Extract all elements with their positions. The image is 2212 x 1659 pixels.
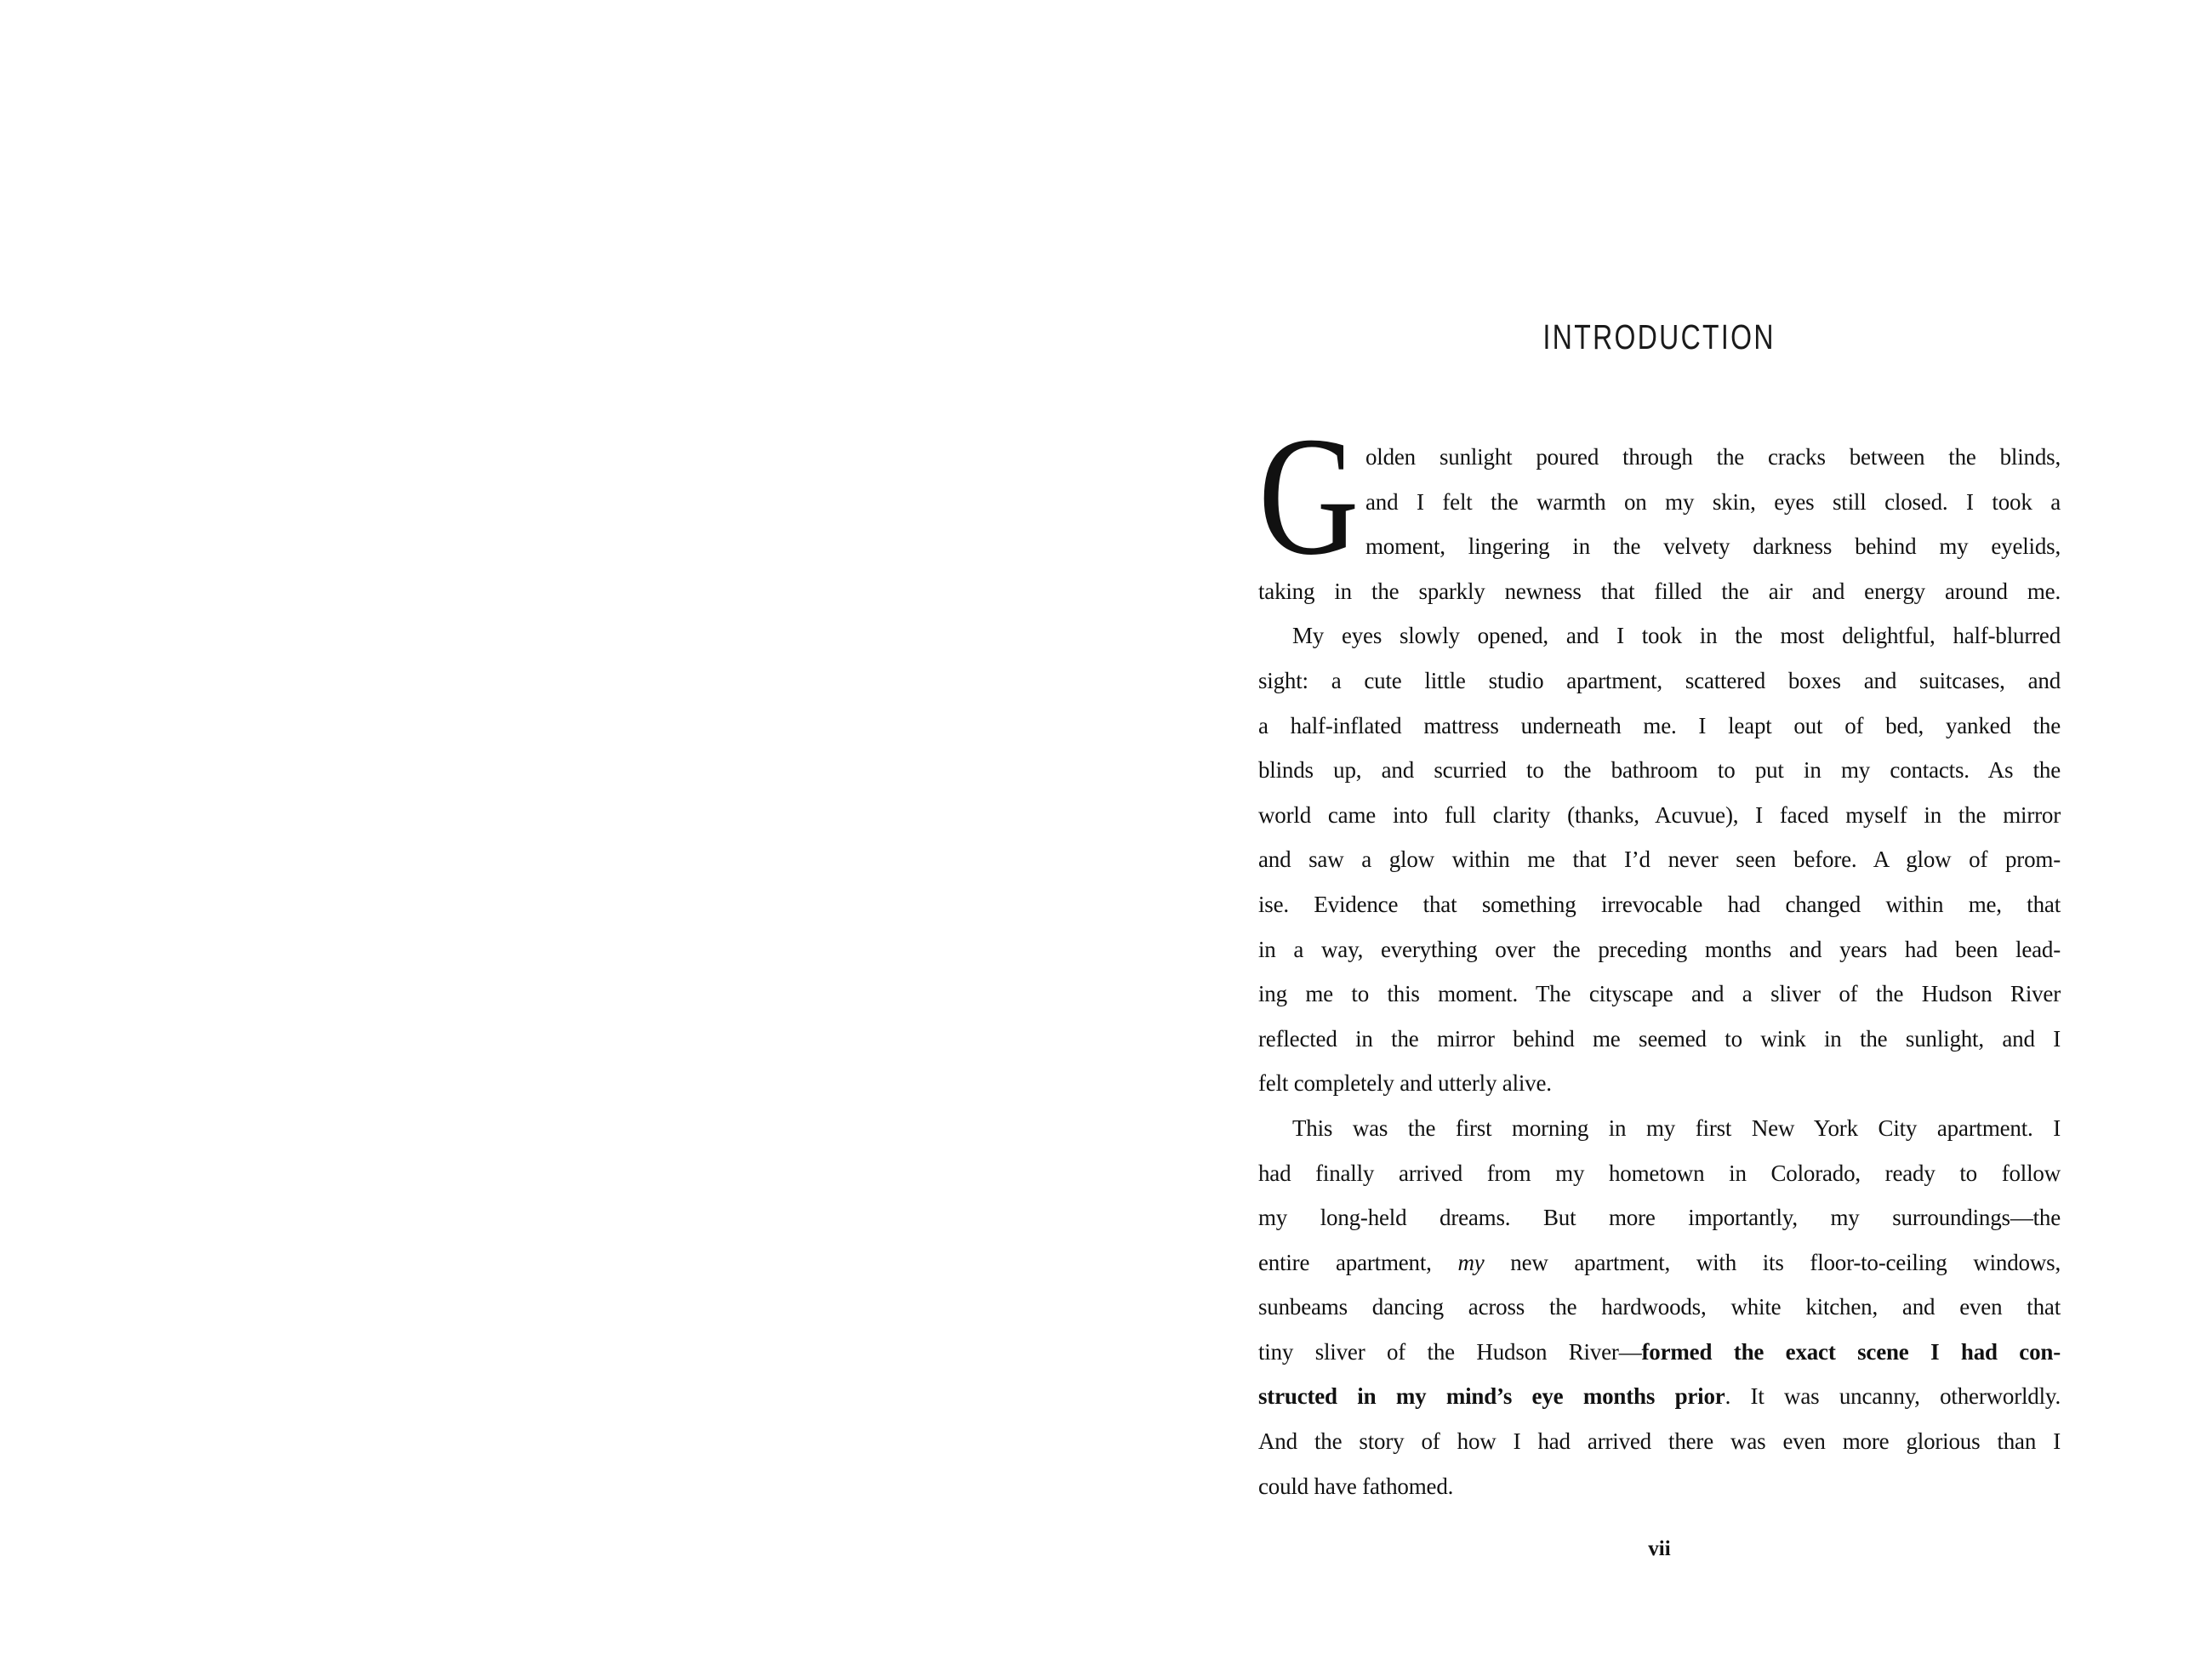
text-line xyxy=(1258,793,2061,838)
text-segment: my long-held dreams. But more importantly, my surroundings—the xyxy=(1258,1205,2061,1231)
text-column xyxy=(1258,0,2061,1659)
text-line xyxy=(1258,1330,2061,1375)
text-line xyxy=(1258,1285,2061,1330)
text-segment: and saw a glow within me that I’d never seen before. A glow of prom- xyxy=(1258,847,2061,873)
text-line xyxy=(1258,480,2061,525)
text-segment: reflected in the mirror behind me seemed to wink in the sunlight, and I xyxy=(1258,1025,2061,1052)
text-segment: ing me to this moment. The cityscape and a sliver of the Hudson River xyxy=(1258,981,2061,1007)
text-line xyxy=(1258,1017,2061,1062)
bold-text-segment: formed the exact scene I had con- xyxy=(1641,1338,2061,1365)
italic-text-segment: my xyxy=(1457,1249,1485,1275)
text-line xyxy=(1258,524,2061,569)
text-segment: had finally arrived from my hometown in Colorado, ready to follow xyxy=(1258,1160,2061,1186)
page-number: vii xyxy=(1648,1537,1671,1560)
text-line xyxy=(1258,613,2061,658)
text-segment: sight: a cute little studio apartment, scattered boxes and suitcases, and xyxy=(1258,667,2061,693)
text-segment: blinds up, and scurried to the bathroom to put in my contacts. As the xyxy=(1258,757,2061,784)
text-segment: moment, lingering in the velvety darkness behind my eyelids, xyxy=(1365,533,2061,560)
text-line xyxy=(1258,435,2061,480)
text-segment: tiny sliver of the Hudson River— xyxy=(1258,1338,1642,1365)
text-segment: sunbeams dancing across the hardwoods, white kitchen, and even that xyxy=(1258,1294,2061,1320)
text-segment: entire apartment, xyxy=(1258,1249,1458,1275)
text-line xyxy=(1258,1195,2061,1240)
text-line xyxy=(1258,1374,2061,1419)
text-line xyxy=(1258,704,2061,749)
drop-cap: G xyxy=(1258,402,1360,590)
text-line xyxy=(1258,837,2061,882)
text-line xyxy=(1258,1464,2061,1509)
text-segment: My eyes slowly opened, and I took in the most delightful, half-blurred xyxy=(1292,623,2061,649)
text-segment: and I felt the warmth on my skin, eyes still closed. I took a xyxy=(1365,488,2061,515)
bold-text-segment: structed in my mind’s eye months prior xyxy=(1258,1383,1725,1410)
text-line xyxy=(1258,1240,2061,1286)
text-segment: ise. Evidence that something irrevocable had changed within me, that xyxy=(1258,891,2061,917)
text-line xyxy=(1258,1106,2061,1151)
text-line xyxy=(1258,569,2061,614)
text-line xyxy=(1258,1419,2061,1464)
text-segment: This was the first morning in my first New York City apartment. I xyxy=(1292,1115,2061,1141)
text-segment: could have fathomed. xyxy=(1258,1473,1454,1499)
chapter-heading xyxy=(1258,316,2061,358)
text-line xyxy=(1258,1061,2061,1106)
text-line xyxy=(1258,882,2061,927)
chapter-heading-text: INTRODUCTION xyxy=(1542,317,1776,356)
text-segment: felt completely and utterly alive. xyxy=(1258,1070,1552,1097)
text-segment: world came into full clarity (thanks, Acuvue), I faced myself in the mirror xyxy=(1258,801,2061,828)
text-line xyxy=(1258,748,2061,793)
text-segment: olden sunlight poured through the cracks between the blinds, xyxy=(1365,444,2061,470)
text-segment: And the story of how I had arrived there was even more glorious than I xyxy=(1258,1428,2061,1455)
right-page xyxy=(1106,0,2212,1659)
text-segment: in a way, everything over the preceding months and years had been lead- xyxy=(1258,936,2061,962)
text-segment: new apartment, with its floor-to-ceiling windows, xyxy=(1484,1249,2061,1275)
text-segment: . It was uncanny, otherworldly. xyxy=(1725,1383,2061,1410)
text-segment: taking in the sparkly newness that filled the air and energy around me. xyxy=(1258,578,2061,604)
text-line xyxy=(1258,972,2061,1017)
text-segment: a half-inflated mattress underneath me. I leapt out of bed, yanked the xyxy=(1258,712,2061,738)
text-line xyxy=(1258,927,2061,972)
body-text xyxy=(1258,435,2061,1508)
text-line xyxy=(1258,658,2061,704)
text-line xyxy=(1258,1151,2061,1196)
